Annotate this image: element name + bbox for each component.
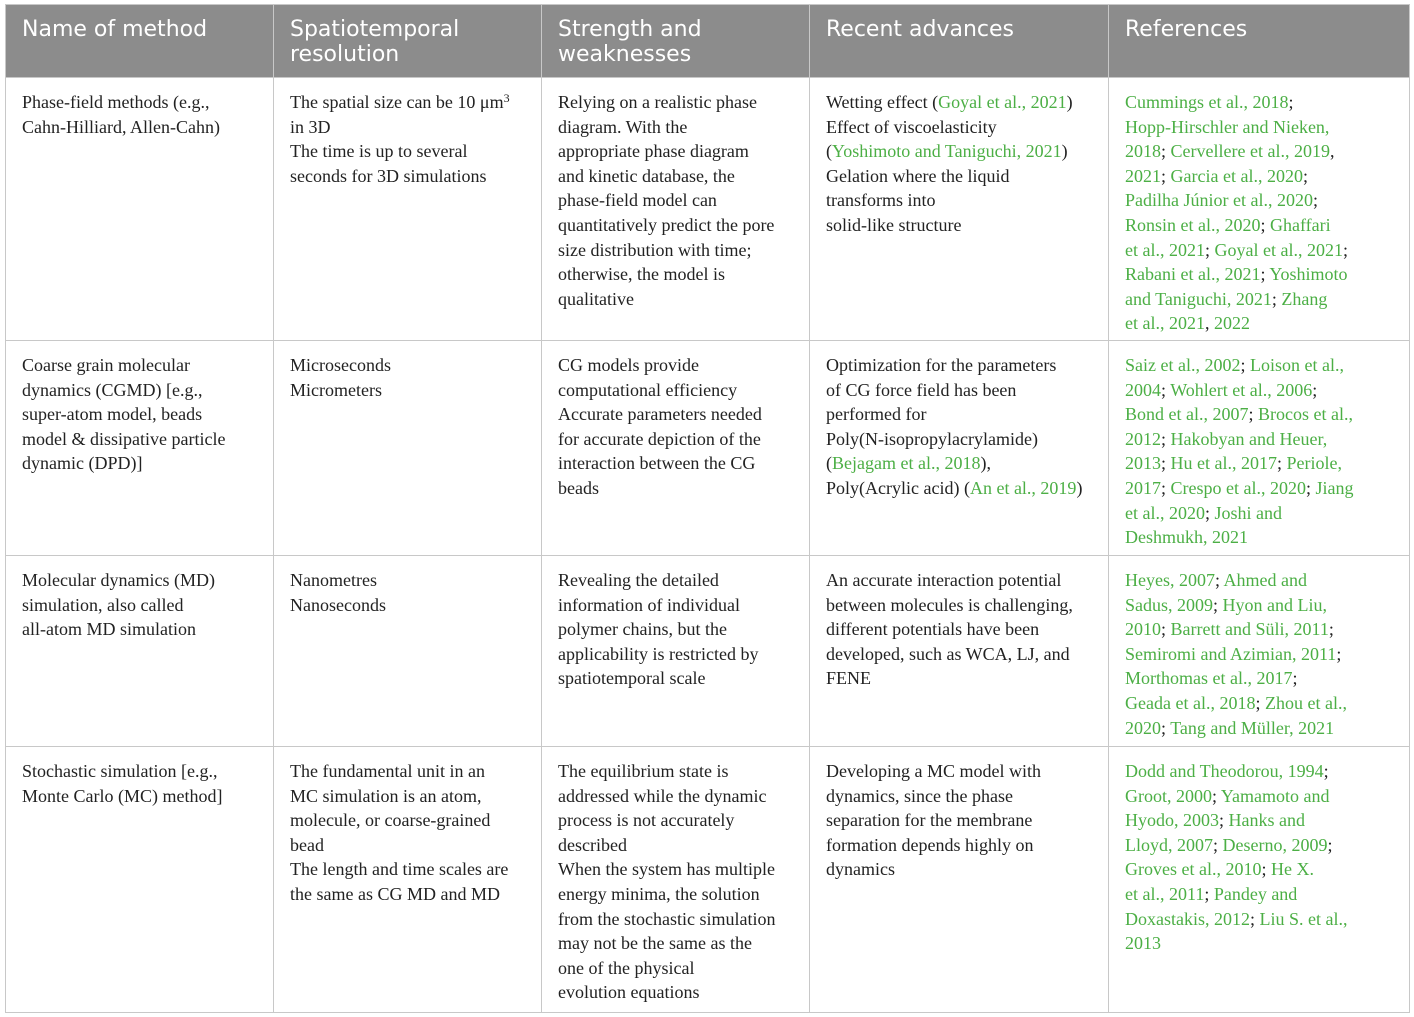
text-line: The fundamental unit in an — [290, 760, 485, 781]
cell-references — [1109, 746, 1410, 1012]
text-line — [826, 90, 1098, 115]
cell-strength — [542, 555, 810, 746]
citation-link[interactable]: 2022 — [1213, 313, 1250, 334]
text-line: Molecular dynamics (MD) — [22, 569, 215, 590]
text-line — [1125, 784, 1399, 809]
text-line — [1125, 139, 1399, 164]
table-row — [6, 555, 1410, 746]
citation-link[interactable]: Goyal et al., 2021 — [938, 92, 1067, 112]
text-line: Revealing the detailed — [558, 569, 719, 590]
text-segment: ( — [826, 453, 832, 474]
cell-resolution — [274, 78, 542, 341]
cell-advances — [810, 746, 1109, 1012]
citation-link[interactable]: Tang and Müller, 2021 — [1170, 717, 1335, 738]
text-segment: separation for the membrane — [826, 810, 1033, 831]
cell-advances — [810, 340, 1109, 555]
table-row — [6, 78, 1410, 341]
methods-table — [5, 4, 1410, 1013]
text-segment: ) — [1061, 141, 1068, 162]
header-resolution — [274, 5, 542, 78]
text-line: evolution equations — [558, 982, 700, 1003]
text-segment: ; — [1204, 239, 1215, 260]
citation-link[interactable]: Goyal et al., 2021 — [1214, 239, 1343, 260]
citation-link[interactable]: Heyes, 2007 — [1125, 569, 1215, 590]
text-line — [826, 808, 1098, 833]
citation-link[interactable]: Doxastakis, 2012 — [1125, 908, 1250, 929]
text-line: for accurate depiction of the — [558, 428, 761, 449]
citation-link[interactable]: Hu et al., 2017 — [1170, 453, 1277, 474]
cell-resolution — [274, 555, 542, 746]
citation-link[interactable]: Brocos et al., — [1258, 404, 1353, 425]
text-line: computational efficiency — [558, 379, 738, 400]
superscript: 3 — [503, 91, 510, 105]
cell-resolution — [274, 746, 542, 1012]
citation-link[interactable]: Sadus, 2009 — [1125, 594, 1214, 615]
citation-link[interactable]: 2012 — [1125, 428, 1161, 449]
text-segment: ; — [1260, 264, 1270, 285]
text-line — [1125, 666, 1399, 691]
text-line: process is not accurately — [558, 810, 735, 831]
text-segment: Poly(N-isopropylacrylamide) — [826, 428, 1038, 449]
text-line: Stochastic simulation [e.g., — [22, 760, 218, 781]
text-line — [1125, 476, 1399, 501]
text-line — [826, 213, 1098, 238]
text-line: size distribution with time; — [558, 239, 752, 260]
header-line: resolution — [290, 42, 400, 67]
text-line — [826, 451, 1098, 476]
text-segment: performed for — [826, 404, 927, 425]
spatial-size-text: The spatial size can be 10 μm — [290, 92, 504, 112]
table-row — [6, 340, 1410, 555]
text-line: spatiotemporal scale — [558, 668, 706, 689]
citation-link[interactable]: He X. — [1270, 859, 1314, 880]
text-segment: ; — [1204, 883, 1214, 904]
citation-link[interactable]: Yoshimoto and Taniguchi, 2021 — [832, 141, 1062, 162]
text-line — [826, 833, 1098, 858]
citation-link[interactable]: Ahmed and — [1223, 569, 1307, 590]
text-segment: transforms into — [826, 190, 936, 211]
header-row — [6, 5, 1410, 78]
text-line — [1125, 525, 1399, 550]
text-line — [826, 617, 1098, 642]
text-line: appropriate phase diagram — [558, 141, 749, 162]
text-line: addressed while the dynamic — [558, 785, 767, 806]
text-line: The length and time scales are — [290, 859, 509, 880]
text-segment: Wetting effect ( — [826, 92, 939, 112]
header-line: Name of method — [22, 17, 208, 42]
citation-link[interactable]: Periole, — [1286, 453, 1343, 474]
cell-resolution — [274, 340, 542, 555]
citation-link[interactable]: Joshi and — [1214, 502, 1282, 523]
text-segment: ; — [1302, 165, 1308, 186]
cell-references — [1109, 340, 1410, 555]
citation-link[interactable]: Groves et al., 2010 — [1125, 859, 1262, 880]
text-line — [1125, 808, 1399, 833]
citation-link[interactable]: Barrett and Süli, 2011 — [1170, 619, 1329, 640]
text-segment: FENE — [826, 668, 871, 689]
text-line — [1125, 311, 1399, 336]
text-segment: ; — [1219, 810, 1229, 831]
text-line: interaction between the CG — [558, 453, 756, 474]
text-line — [826, 378, 1098, 403]
text-line: seconds for 3D simulations — [290, 165, 487, 186]
text-line — [826, 353, 1098, 378]
text-segment: ; — [1161, 717, 1171, 738]
text-line — [826, 188, 1098, 213]
text-segment: An accurate interaction potential — [826, 569, 1062, 590]
text-segment: ; — [1306, 477, 1316, 498]
text-segment: ) — [1066, 92, 1073, 112]
text-segment: ; — [1240, 354, 1250, 375]
citation-link[interactable]: Hanks and — [1228, 810, 1305, 831]
text-line — [1125, 402, 1399, 427]
citation-link[interactable]: Garcia et al., 2020 — [1170, 165, 1303, 186]
text-segment: ; — [1255, 692, 1265, 713]
citation-link[interactable]: et al., 2011 — [1125, 883, 1205, 904]
text-segment: ; — [1213, 834, 1223, 855]
citation-link[interactable]: Hopp-Hirschler and Nieken, — [1125, 116, 1330, 137]
text-segment: , — [1329, 141, 1335, 162]
text-segment: ; — [1161, 453, 1171, 474]
text-segment: ; — [1292, 668, 1298, 689]
citation-link[interactable]: Yamamoto and — [1220, 785, 1330, 806]
text-line — [1125, 427, 1399, 452]
text-line: all-atom MD simulation — [22, 619, 196, 640]
text-line: applicability is restricted by — [558, 643, 759, 664]
citation-link[interactable]: Liu S. et al., — [1259, 908, 1348, 929]
cell-advances — [810, 555, 1109, 746]
citation-link[interactable]: Rabani et al., 2021 — [1125, 264, 1261, 285]
text-line — [1125, 617, 1399, 642]
citation-link[interactable]: Geada et al., 2018 — [1125, 692, 1256, 713]
citation-link[interactable]: Wohlert et al., 2006 — [1170, 379, 1313, 400]
citation-link[interactable]: Loison et al., — [1250, 354, 1344, 375]
text-line — [826, 402, 1098, 427]
text-line: and kinetic database, the — [558, 165, 735, 186]
citation-link[interactable]: et al., 2020 — [1125, 502, 1205, 523]
text-segment: ( — [826, 141, 832, 162]
text-line — [826, 139, 1098, 164]
text-segment: ; — [1204, 502, 1215, 523]
text-line — [826, 784, 1098, 809]
text-line: molecule, or coarse-grained — [290, 810, 491, 831]
text-segment: ; — [1161, 619, 1171, 640]
citation-link[interactable]: 2010 — [1125, 619, 1161, 640]
citation-link[interactable]: and Taniguchi, 2021 — [1125, 288, 1272, 309]
citation-link[interactable]: Hyodo, 2003 — [1125, 810, 1219, 831]
header-advances — [810, 5, 1109, 78]
citation-link[interactable]: Deshmukh, 2021 — [1125, 527, 1248, 548]
citation-link[interactable]: Ronsin et al., 2020 — [1125, 214, 1261, 235]
text-line — [1125, 593, 1399, 618]
text-segment: ) — [1076, 477, 1083, 498]
cell-strength — [542, 78, 810, 341]
text-line — [1125, 451, 1399, 476]
header-line: References — [1125, 17, 1248, 42]
text-line — [1125, 931, 1399, 956]
text-line: qualitative — [558, 288, 634, 309]
text-line — [826, 476, 1098, 501]
text-line — [826, 759, 1098, 784]
text-segment: of CG force field has been — [826, 379, 1017, 400]
cell-advances — [810, 78, 1109, 341]
text-line: Nanoseconds — [290, 594, 386, 615]
text-line: Microseconds — [290, 354, 391, 375]
text-line: Coarse grain molecular — [22, 354, 190, 375]
table-row — [6, 746, 1410, 1012]
citation-link[interactable]: Bond et al., 2007 — [1125, 404, 1249, 425]
text-line — [826, 666, 1098, 691]
text-line — [826, 427, 1098, 452]
header-line: Strength and — [558, 17, 702, 42]
text-segment: ; — [1214, 569, 1224, 590]
citation-link[interactable]: Pandey and — [1213, 883, 1298, 904]
text-segment: ; — [1261, 859, 1271, 880]
text-line: information of individual — [558, 594, 740, 615]
text-line: described — [558, 834, 627, 855]
citation-link[interactable]: 2013 — [1125, 453, 1161, 474]
citation-link[interactable]: Ghaffari — [1270, 214, 1331, 235]
text-segment: ; — [1161, 428, 1171, 449]
text-segment: Poly(Acrylic acid) ( — [826, 477, 970, 498]
text-segment: ; — [1250, 908, 1260, 929]
text-line: in 3D — [290, 116, 331, 137]
citation-link[interactable]: Yoshimoto — [1269, 264, 1348, 285]
text-segment: ; — [1248, 404, 1259, 425]
text-line: dynamics (CGMD) [e.g., — [22, 379, 203, 400]
text-line — [1125, 568, 1399, 593]
citation-link[interactable]: Bejagam et al., 2018 — [832, 453, 981, 474]
text-segment: ; — [1328, 619, 1334, 640]
text-segment: ; — [1288, 92, 1294, 112]
text-line — [1125, 882, 1399, 907]
header-references — [1109, 5, 1410, 78]
citation-link[interactable]: Saiz et al., 2002 — [1125, 354, 1241, 375]
text-line: diagram. With the — [558, 116, 688, 137]
cell-method — [6, 340, 274, 555]
text-segment: Developing a MC model with — [826, 760, 1041, 781]
citation-link[interactable]: et al., 2021 — [1125, 313, 1205, 334]
citation-link[interactable]: Semiromi and Azimian, 2011 — [1125, 643, 1337, 664]
text-segment: ; — [1323, 760, 1329, 781]
citation-link[interactable]: Zhang — [1281, 288, 1328, 309]
header-strength — [542, 5, 810, 78]
text-segment: ; — [1161, 379, 1171, 400]
text-segment: between molecules is challenging, — [826, 594, 1073, 615]
text-line: quantitatively predict the pore — [558, 214, 775, 235]
text-line — [826, 857, 1098, 882]
header-line: Recent advances — [826, 17, 1015, 42]
citation-link[interactable]: 2017 — [1125, 477, 1161, 498]
text-line — [1125, 857, 1399, 882]
text-line — [1125, 716, 1399, 741]
text-segment: different potentials have been — [826, 619, 1040, 640]
citation-link[interactable]: Lloyd, 2007 — [1125, 834, 1213, 855]
text-line — [1125, 115, 1399, 140]
text-segment: ), — [980, 453, 991, 474]
text-line — [1125, 501, 1399, 526]
cell-references — [1109, 78, 1410, 341]
text-segment: dynamics — [826, 859, 895, 880]
text-line — [826, 115, 1098, 140]
text-line: beads — [558, 477, 599, 498]
text-segment: ; — [1342, 239, 1348, 260]
text-line: When the system has multiple — [558, 859, 775, 880]
cell-method — [6, 555, 274, 746]
text-segment: ; — [1277, 453, 1287, 474]
text-line — [1125, 90, 1399, 115]
text-segment: ; — [1161, 477, 1171, 498]
citation-link[interactable]: Cervellere et al., 2019 — [1170, 141, 1330, 162]
text-line — [826, 568, 1098, 593]
text-line — [1125, 164, 1399, 189]
cell-strength — [542, 340, 810, 555]
text-line — [1125, 213, 1399, 238]
citation-link[interactable]: 2021 — [1125, 165, 1161, 186]
citation-link[interactable]: Morthomas et al., 2017 — [1125, 668, 1293, 689]
text-line: Phase-field methods (e.g., — [22, 92, 210, 112]
text-segment: formation depends highly on — [826, 834, 1034, 855]
citation-link[interactable]: Hyon and Liu, — [1222, 594, 1328, 615]
text-line: polymer chains, but the — [558, 619, 727, 640]
citation-link[interactable]: Zhou et al., — [1264, 692, 1347, 713]
text-line: Nanometres — [290, 569, 377, 590]
citation-link[interactable]: 2020 — [1125, 717, 1161, 738]
text-line: The equilibrium state is — [558, 760, 729, 781]
text-line — [1125, 262, 1399, 287]
text-segment: ; — [1260, 214, 1271, 235]
text-line: Cahn-Hilliard, Allen-Cahn) — [22, 116, 220, 137]
text-line: MC simulation is an atom, — [290, 785, 482, 806]
text-line — [826, 593, 1098, 618]
citation-link[interactable]: Padilha Júnior et al., 2020 — [1125, 190, 1313, 211]
text-line — [1125, 642, 1399, 667]
text-segment: ; — [1161, 141, 1171, 162]
citation-link[interactable]: 2013 — [1125, 933, 1161, 954]
text-line — [1125, 833, 1399, 858]
text-segment: ; — [1312, 190, 1318, 211]
text-line: The time is up to several — [290, 141, 468, 162]
citation-link[interactable]: Crespo et al., 2020 — [1170, 477, 1306, 498]
text-line: model & dissipative particle — [22, 428, 226, 449]
cell-method — [6, 78, 274, 341]
text-line: dynamic (DPD)] — [22, 453, 143, 474]
text-segment: Effect of viscoelasticity — [826, 116, 997, 137]
text-line: one of the physical — [558, 957, 695, 978]
citation-link[interactable]: 2018 — [1125, 141, 1161, 162]
citation-link[interactable]: Groot, 2000 — [1125, 785, 1212, 806]
text-segment: ; — [1327, 834, 1333, 855]
text-line — [826, 642, 1098, 667]
citation-link[interactable]: Deserno, 2009 — [1222, 834, 1328, 855]
text-line: super-atom model, beads — [22, 404, 203, 425]
text-line: from the stochastic simulation — [558, 908, 776, 929]
text-line: otherwise, the model is — [558, 264, 725, 285]
text-segment: ; — [1312, 379, 1318, 400]
text-line: bead — [290, 834, 324, 855]
text-line: the same as CG MD and MD — [290, 883, 500, 904]
text-line: phase-field model can — [558, 190, 717, 211]
text-line — [1125, 759, 1399, 784]
cell-strength — [542, 746, 810, 1012]
text-line: energy minima, the solution — [558, 883, 760, 904]
text-segment: ; — [1213, 594, 1223, 615]
text-line — [1125, 907, 1399, 932]
text-line: Relying on a realistic phase — [558, 92, 757, 112]
text-segment: Gelation where the liquid — [826, 165, 1010, 186]
text-line: may not be the same as the — [558, 933, 752, 954]
text-segment: ; — [1161, 165, 1171, 186]
text-segment: dynamics, since the phase — [826, 785, 1013, 806]
text-segment: ; — [1212, 785, 1221, 806]
header-method — [6, 5, 274, 78]
header-line: weaknesses — [558, 42, 692, 67]
text-line — [1125, 353, 1399, 378]
text-line — [1125, 188, 1399, 213]
text-line: Accurate parameters needed — [558, 404, 762, 425]
citation-link[interactable]: Cummings et al., 2018 — [1125, 92, 1289, 112]
citation-link[interactable]: Dodd and Theodorou, 1994 — [1125, 760, 1324, 781]
text-line — [1125, 287, 1399, 312]
text-line: simulation, also called — [22, 594, 184, 615]
citation-link[interactable]: Jiang — [1315, 477, 1354, 498]
text-segment: , — [1204, 313, 1214, 334]
text-line — [1125, 691, 1399, 716]
citation-link[interactable]: An et al., 2019 — [969, 477, 1077, 498]
cell-references — [1109, 555, 1410, 746]
header-line: Spatiotemporal — [290, 17, 460, 42]
text-segment: Optimization for the parameters — [826, 354, 1057, 375]
citation-link[interactable]: Hakobyan and Heuer, — [1170, 428, 1328, 449]
text-line — [826, 164, 1098, 189]
text-line — [1125, 378, 1399, 403]
text-line — [290, 90, 531, 115]
cell-method — [6, 746, 274, 1012]
text-segment: solid-like structure — [826, 214, 962, 235]
citation-link[interactable]: et al., 2021 — [1125, 239, 1205, 260]
text-segment: ; — [1336, 643, 1342, 664]
text-line: Micrometers — [290, 379, 382, 400]
text-line: Monte Carlo (MC) method] — [22, 785, 223, 806]
text-segment: ; — [1271, 288, 1282, 309]
text-segment: developed, such as WCA, LJ, and — [826, 643, 1070, 664]
citation-link[interactable]: 2004 — [1125, 379, 1161, 400]
text-line: CG models provide — [558, 354, 699, 375]
text-line — [1125, 238, 1399, 263]
